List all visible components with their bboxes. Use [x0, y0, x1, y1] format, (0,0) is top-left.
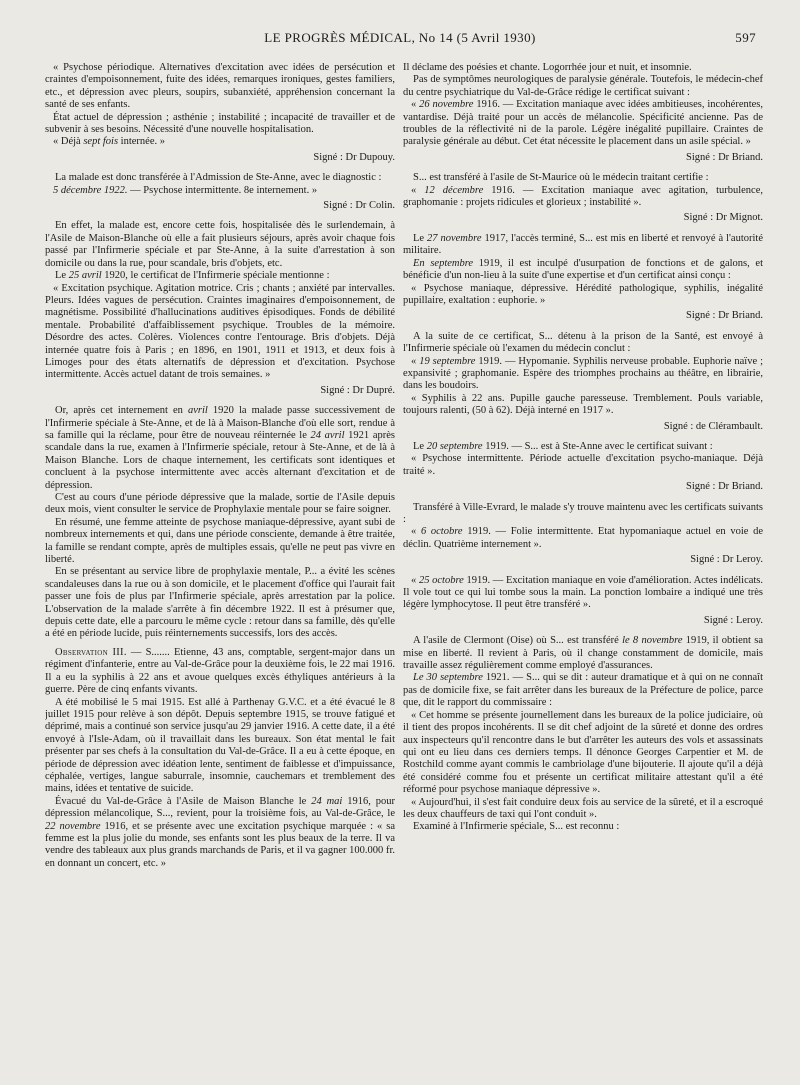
body-paragraph: En se présentant au service libre de prophylaxie mentale, P... a évité les scènes scandaleuses dans la rue ou à son domicile, et le placement d'office qui l'aurait fait passer une fois de plus par l'Infirmerie spéciale, après arrestation par la police. L'observation de la malade s'arrête à fin décembre 1922. Il est à présumer que, depuis cette date, elle a parcouru le même cycle : retour dans sa famille, dès qu'elle a été en période lucide, puis réinternements successifs, lors des accès. [45, 566, 395, 640]
signature: Signé : Dr Briand. [686, 481, 763, 493]
quote-paragraph: « 6 octobre 1919. — Folie intermittente. Etat hypomaniaque actuel en voie de déclin. Quatrième internement ». [403, 526, 763, 550]
quote-paragraph: « Excitation psychique. Agitation motrice. Cris ; chants ; anxiété par intervalles. Pleurs. Idées vagues de persécution. Craintes imaginaires d'empoisonnement, de magnétisme. Possibilité d'hallucinations auditives épisodiques. Fonds de débilité mentale. Probabilité d'affaiblissement psychique. Troubles de la mémoire. Désordre des actes. Colères. Violences contre l'entourage. Bris d'objets. Déjà internée quatre fois à Paris ; en 1896, en 1901, 1911 et 1913, et deux fois à Limoges pour des états alternatifs de dépression et d'excitation. Psychose intermittente. Accès actuel datant de trois semaines. » [45, 282, 395, 381]
quote-paragraph: « Psychose intermittente. Période actuelle d'excitation psycho-maniaque. Déjà traité ». [403, 453, 763, 477]
signature: Signé : Dr Briand. [686, 310, 763, 322]
body-paragraph: C'est au cours d'une période dépressive que la malade, sortie de l'Asile depuis deux mois, vient consulter le service de Prophylaxie mentale pour se faire soigner. [45, 492, 395, 516]
body-paragraph: En résumé, une femme atteinte de psychose maniaque-dépressive, ayant subi de nombreux internements et qui, dans une période consciente, demande à être traitée, la famille se rendant compte, après de multiples essais, qu'elle ne peut pas vivre en liberté. [45, 516, 395, 566]
body-paragraph: La malade est donc transférée à l'Admission de Ste-Anne, avec le diagnostic : [55, 172, 382, 184]
quote-paragraph: État actuel de dépression ; asthénie ; instabilité ; incapacité de travailler et de subvenir à ses besoins. Nécessité d'une nouvelle hospitalisation. [45, 111, 395, 136]
body-paragraph: Transféré à Ville-Evrard, le malade s'y trouve maintenu avec les certificats suivants : [403, 501, 763, 525]
running-header [0, 30, 800, 50]
signature: Signé : de Clérambault. [663, 420, 763, 432]
body-paragraph: Le 25 avril 1920, le certificat de l'Infirmerie spéciale mentionne : [55, 270, 330, 282]
body-paragraph: A été mobilisé le 5 mai 1915. Est allé à Parthenay G.V.C. et a été évacué le 8 juillet 1915 pour relève à son dépôt. Depuis septembre 1915, se trouve fatigué et déprimé, mais a continué son service jusqu'au 29 janvier 1916. A cette date, il a été envoyé à l'Isle-Adam, où il travaillait dans les bureaux. Son état mental le fait présenter par ses chefs à la consultation du Val-de-Grâce. Il a eu à cette époque, en période de dépression avec idéation lente, sentiment de faiblesse et d'impuissance, céphalée, vertiges, langue saburrale, insomnie, cauchemars et tremblement des mains, idées et tentative de suicide. [45, 696, 395, 795]
left-column [45, 62, 395, 1078]
journal-title: LE PROGRÈS MÉDICAL, No 14 (5 Avril 1930) [264, 30, 536, 45]
quote-paragraph: « Psychose maniaque, dépressive. Hérédité pathologique, syphilis, inégalité pupillaire, exaltation : euphorie. » [403, 282, 763, 306]
quote-paragraph: « 19 septembre 1919. — Hypomanie. Syphilis nerveuse probable. Euphorie naïve ; expansivité ; graphomanie. Espère des triomphes prochains au théâtre, en librairie, dans les boudoirs. [403, 355, 763, 392]
body-paragraph: Évacué du Val-de-Grâce à l'Asile de Maison Blanche le 24 mai 1916, pour dépression mélancolique, S..., revient, pour la troisième fois, au Val-de-Grâce, le 22 novembre 1916, et se présente avec une excitation psychique marquée : « sa femme est la plus jolie du monde, ses enfants sont les plus beaux de la terre. Il va vendre des tableaux aux plus grands marchands de Paris, et il va gagner 100.000 fr. en donnant un concert, etc. » [45, 795, 395, 869]
signature: Signé : Dr Dupré. [320, 384, 395, 396]
quote-paragraph: « 25 octobre 1919. — Excitation maniaque en voie d'amélioration. Actes indélicats. Il vole tout ce qui lui tombe sous la main. La ponction lombaire a indiqué une très légère lymphocytose. Il peut être transféré ». [403, 574, 763, 611]
body-paragraph: A la suite de ce certificat, S... détenu à la prison de la Santé, est envoyé à l'Infirmerie spéciale où l'examen du médecin conclut : [403, 330, 763, 355]
body-paragraph: Pas de symptômes neurologiques de paralysie générale. Toutefois, le médecin-chef du centre psychiatrique du Val-de-Grâce rédige le certificat suivant : [403, 74, 763, 98]
quote-paragraph: « 26 novembre 1916. — Excitation maniaque avec idées ambitieuses, incohérentes, vantardise. Déjà traité pour un accès de mélancolie. Spécificité ancienne. Pas de troubles de la réflectivité ni de la parole. Légère inégalité pupillaire. Craintes de paralysie générale au début. Cet état nécessite le placement dans un asile spécial. » [403, 99, 763, 148]
observation-paragraph: Observation III. — S....... Etienne, 43 ans, comptable, sergent-major dans un régiment d'infanterie, entre au Val-de-Grâce pour la deuxième fois, le 22 mai 1916. Il a eu la syphilis à 22 ans et avoue quelques excès éthyliques antérieurs à la guerre. Père de cinq enfants vivants. [45, 646, 395, 696]
body-paragraph: Examiné à l'Infirmerie spéciale, S... est reconnu : [413, 821, 620, 833]
quote-paragraph: « Aujourd'hui, il s'est fait conduire deux fois au service de la sûreté, et il a escroqué les deux chauffeurs de taxi qui l'ont conduit ». [403, 796, 763, 820]
body-paragraph: Le 20 septembre 1919. — S... est à Ste-Anne avec le certificat suivant : [413, 440, 713, 452]
body-paragraph: A l'asile de Clermont (Oise) où S... est transféré le 8 novembre 1919, il obtient sa mise en liberté. Il revient à Paris, où il change constamment de domicile, mais travaille assez régulièrement comme employé d'assurances. [403, 635, 763, 672]
body-paragraph: En septembre 1919, il est inculpé d'usurpation de fonctions et de galons, et bénéficie d'un non-lieu à la suite d'une expertise et d'un certificat ainsi conçu : [403, 257, 763, 282]
signature: Signé : Dr Briand. [686, 151, 763, 163]
quote-paragraph: « 12 décembre 1916. — Excitation maniaque avec agitation, turbulence, graphomanie : projets ridicules et glorieux ; instabilité ». [403, 184, 763, 209]
quote-paragraph: 5 décembre 1922. — Psychose intermittente. 8e internement. » [53, 184, 318, 196]
quote-paragraph: « Déjà sept fois internée. » [53, 136, 165, 148]
quote-paragraph: « Cet homme se présente journellement dans les bureaux de la police judiciaire, où il tient des propos incohérents. Il se dit chef adjoint de la sûreté et donne des ordres aux inspecteurs qu'il rencontre dans le but d'arrêter les auteurs des vols et assassinats qui ont eu lieu dans ces derniers temps. Il dénonce Georges Carpentier et M. de Rostchild comme ayant commis le cambriolage d'une bijouterie. Il ajoute qu'il a déjà été considéré comme fou et présente un certificat militaire attestant qu'il a été réformé pour psychose maniaque dépressive ». [403, 709, 763, 796]
body-paragraph: Il déclame des poésies et chante. Logorrhée jour et nuit, et insomnie. [403, 62, 692, 73]
quote-paragraph: « Psychose périodique. Alternatives d'excitation avec idées de persécution et craintes d'empoisonnement, fuite des idées, remarques ironiques, gestes familiers, etc., et dépression avec pleurs, soupirs, subanxiété, appréhension concernant la santé de ses enfants. [45, 62, 395, 111]
right-column [403, 62, 763, 1078]
signature: Signé : Dr Mignot. [683, 212, 763, 224]
body-paragraph: Le 27 novembre 1917, l'accès terminé, S... est mis en liberté et renvoyé à l'autorité militaire. [403, 232, 763, 257]
signature: Signé : Dr Colin. [323, 200, 395, 212]
body-paragraph: Or, après cet internement en avril 1920 la malade passe successivement de l'Infirmerie spéciale à Ste-Anne, et de là à Maison-Blanche d'où elle sort, rendue à sa famille qui la réclame, pour être de nouveau réinternée le 24 avril 1921 après scandale dans la rue, examen à l'Infirmerie spéciale, retour à Ste-Anne, et de là à Maison Blanche. Lors de chaque internement, les certificats sont identiques et concluent à la psychose intermittente avec accès alternant d'excitation et de dépression. [45, 405, 395, 491]
body-paragraph: S... est transféré à l'asile de St-Maurice où le médecin traitant certifie : [413, 172, 709, 184]
body-paragraph: Le 30 septembre 1921. — S... qui se dit : auteur dramatique et à qui on ne connaît pas de domicile fixe, se fait arrêter dans les bureaux de la Préfecture de police, parce que, dit le rapport du commissaire : [403, 672, 763, 709]
page-number: 597 [735, 30, 756, 45]
signature: Signé : Leroy. [703, 614, 763, 626]
signature: Signé : Dr Leroy. [690, 554, 763, 566]
body-paragraph: En effet, la malade est, encore cette fois, hospitalisée dès le surlendemain, à l'Asile de Maison-Blanche où elle a fait plusieurs séjours, après avoir chaque fois passé par l'Infirmerie spéciale et par Ste-Anne, à la suite d'arrestation à son domicile ou dans la rue, pour scandale, bris d'objets, etc. [45, 220, 395, 269]
quote-paragraph: « Syphilis à 22 ans. Pupille gauche paresseuse. Tremblement. Pouls variable, toujours ralenti, (50 à 62). Déjà interné en 1917 ». [403, 392, 763, 417]
signature: Signé : Dr Dupouy. [313, 151, 395, 163]
observation-label: Observation III. [55, 646, 127, 658]
